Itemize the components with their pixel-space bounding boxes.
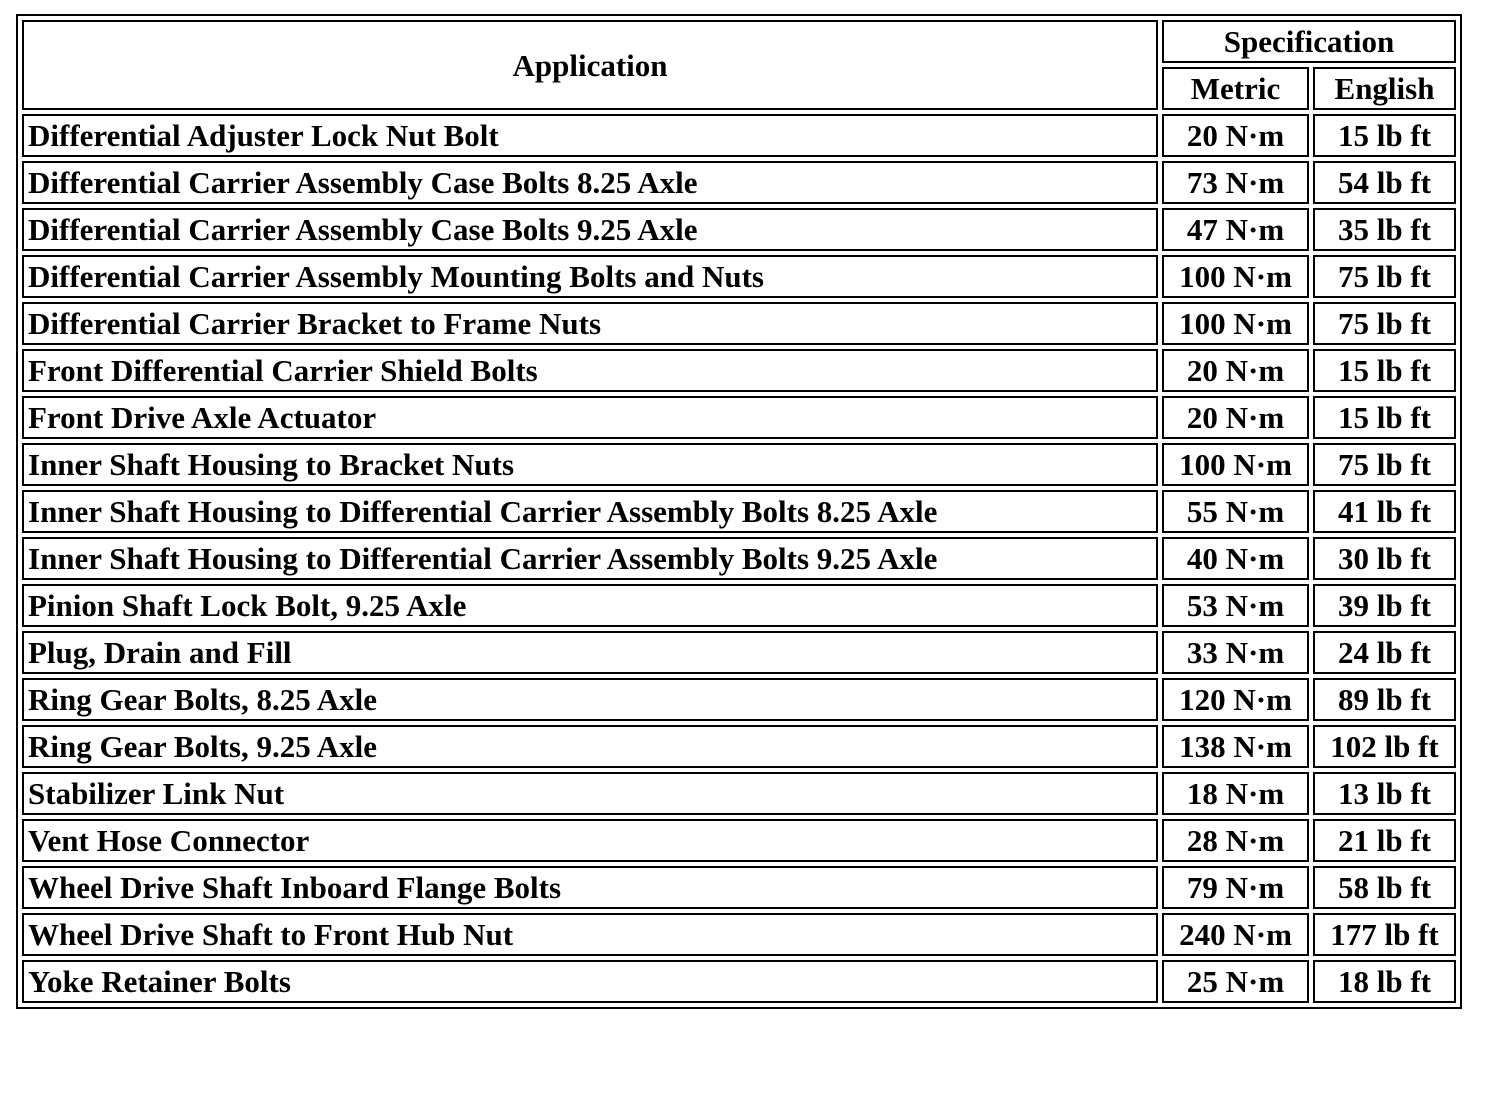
application-cell: Inner Shaft Housing to Differential Carrier Assembly Bolts 9.25 Axle <box>22 537 1158 580</box>
specification-header: Specification <box>1162 20 1456 63</box>
application-cell: Plug, Drain and Fill <box>22 631 1158 674</box>
english-cell: 15 lb ft <box>1313 114 1456 157</box>
table-row <box>22 208 1456 251</box>
application-cell: Ring Gear Bolts, 8.25 Axle <box>22 678 1158 721</box>
english-cell: 21 lb ft <box>1313 819 1456 862</box>
metric-cell: 100 N·m <box>1162 302 1309 345</box>
table-row <box>22 537 1456 580</box>
metric-cell: 79 N·m <box>1162 866 1309 909</box>
metric-cell: 20 N·m <box>1162 114 1309 157</box>
english-cell: 30 lb ft <box>1313 537 1456 580</box>
metric-cell: 138 N·m <box>1162 725 1309 768</box>
english-cell: 54 lb ft <box>1313 161 1456 204</box>
application-cell: Differential Carrier Assembly Case Bolts 9.25 Axle <box>22 208 1158 251</box>
metric-cell: 33 N·m <box>1162 631 1309 674</box>
metric-cell: 20 N·m <box>1162 396 1309 439</box>
table-row <box>22 349 1456 392</box>
metric-cell: 18 N·m <box>1162 772 1309 815</box>
table-row <box>22 114 1456 157</box>
application-cell: Wheel Drive Shaft to Front Hub Nut <box>22 913 1158 956</box>
application-cell: Differential Adjuster Lock Nut Bolt <box>22 114 1158 157</box>
table-row <box>22 631 1456 674</box>
application-cell: Yoke Retainer Bolts <box>22 960 1158 1003</box>
application-cell: Pinion Shaft Lock Bolt, 9.25 Axle <box>22 584 1158 627</box>
english-cell: 35 lb ft <box>1313 208 1456 251</box>
application-cell: Differential Carrier Assembly Mounting Bolts and Nuts <box>22 255 1158 298</box>
table-row <box>22 913 1456 956</box>
table-row <box>22 584 1456 627</box>
table-row <box>22 302 1456 345</box>
table-row <box>22 255 1456 298</box>
metric-cell: 53 N·m <box>1162 584 1309 627</box>
application-cell: Ring Gear Bolts, 9.25 Axle <box>22 725 1158 768</box>
metric-cell: 28 N·m <box>1162 819 1309 862</box>
english-cell: 18 lb ft <box>1313 960 1456 1003</box>
english-cell: 24 lb ft <box>1313 631 1456 674</box>
metric-cell: 120 N·m <box>1162 678 1309 721</box>
table-row <box>22 443 1456 486</box>
table-row <box>22 866 1456 909</box>
english-cell: 102 lb ft <box>1313 725 1456 768</box>
application-cell: Differential Carrier Bracket to Frame Nuts <box>22 302 1158 345</box>
application-cell: Wheel Drive Shaft Inboard Flange Bolts <box>22 866 1158 909</box>
english-cell: 39 lb ft <box>1313 584 1456 627</box>
metric-cell: 100 N·m <box>1162 255 1309 298</box>
application-cell: Front Drive Axle Actuator <box>22 396 1158 439</box>
english-cell: 75 lb ft <box>1313 255 1456 298</box>
application-cell: Differential Carrier Assembly Case Bolts 8.25 Axle <box>22 161 1158 204</box>
table-header <box>22 20 1456 110</box>
table-row <box>22 725 1456 768</box>
english-header: English <box>1313 67 1456 110</box>
english-cell: 13 lb ft <box>1313 772 1456 815</box>
table-row <box>22 490 1456 533</box>
application-cell: Inner Shaft Housing to Bracket Nuts <box>22 443 1158 486</box>
metric-cell: 73 N·m <box>1162 161 1309 204</box>
table-body <box>22 114 1456 1003</box>
english-cell: 15 lb ft <box>1313 396 1456 439</box>
english-cell: 58 lb ft <box>1313 866 1456 909</box>
metric-cell: 47 N·m <box>1162 208 1309 251</box>
metric-header: Metric <box>1162 67 1309 110</box>
table-row <box>22 161 1456 204</box>
english-cell: 177 lb ft <box>1313 913 1456 956</box>
metric-cell: 100 N·m <box>1162 443 1309 486</box>
table-row <box>22 772 1456 815</box>
application-cell: Stabilizer Link Nut <box>22 772 1158 815</box>
table-row <box>22 819 1456 862</box>
table-row <box>22 396 1456 439</box>
metric-cell: 55 N·m <box>1162 490 1309 533</box>
english-cell: 89 lb ft <box>1313 678 1456 721</box>
english-cell: 75 lb ft <box>1313 302 1456 345</box>
english-cell: 15 lb ft <box>1313 349 1456 392</box>
metric-cell: 240 N·m <box>1162 913 1309 956</box>
table-row <box>22 678 1456 721</box>
english-cell: 41 lb ft <box>1313 490 1456 533</box>
application-header: Application <box>22 20 1158 110</box>
application-cell: Vent Hose Connector <box>22 819 1158 862</box>
table-row <box>22 960 1456 1003</box>
metric-cell: 40 N·m <box>1162 537 1309 580</box>
application-cell: Inner Shaft Housing to Differential Carrier Assembly Bolts 8.25 Axle <box>22 490 1158 533</box>
application-cell: Front Differential Carrier Shield Bolts <box>22 349 1158 392</box>
metric-cell: 20 N·m <box>1162 349 1309 392</box>
torque-spec-table <box>16 14 1462 1009</box>
english-cell: 75 lb ft <box>1313 443 1456 486</box>
metric-cell: 25 N·m <box>1162 960 1309 1003</box>
